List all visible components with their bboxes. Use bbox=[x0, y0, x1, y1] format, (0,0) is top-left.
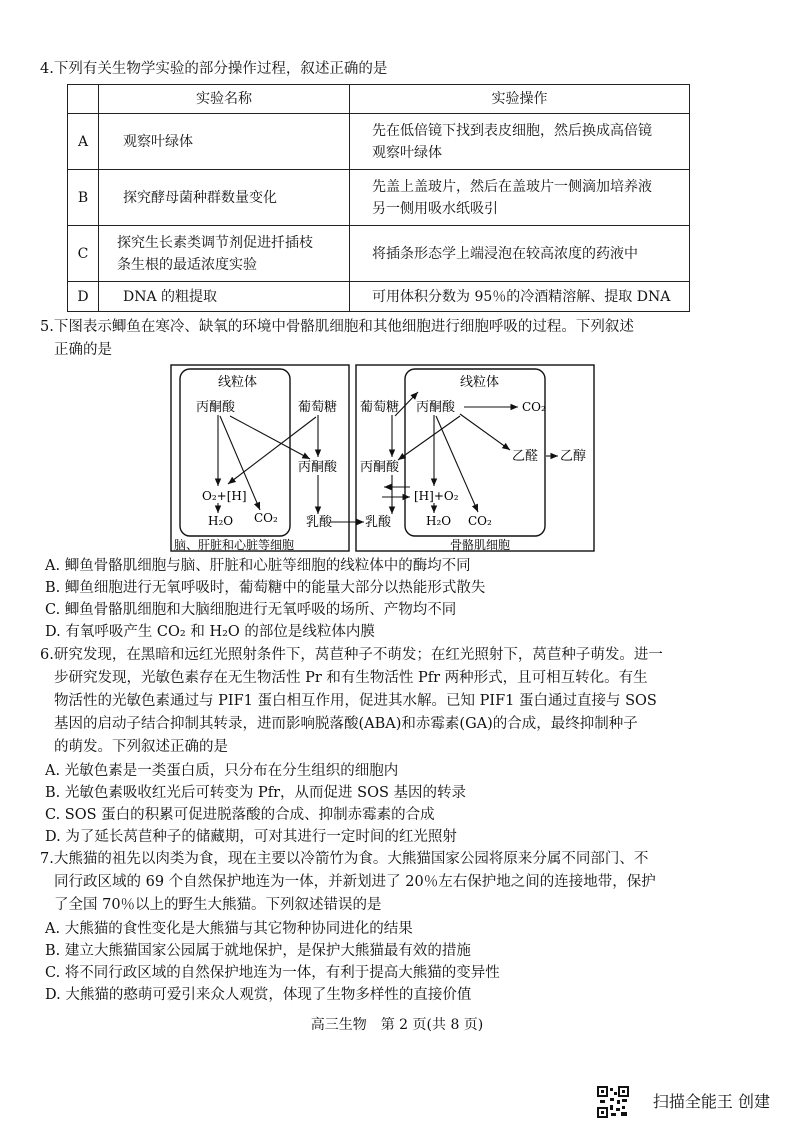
q6-option-d: D. 为了延长莴苣种子的储藏期，可对其进行一定时间的红光照射 bbox=[45, 829, 457, 845]
left-glucose: 葡萄糖 bbox=[298, 400, 338, 415]
left-lactate: 乳酸 bbox=[306, 515, 333, 530]
table-row: B 探究酵母菌种群数量变化 先盖上盖玻片，然后在盖玻片一侧滴加培养液 另一侧用吸水纸吸引 bbox=[68, 170, 690, 226]
right-acetaldehyde: 乙醛 bbox=[512, 449, 539, 464]
q7-option-c: C. 将不同行政区域的自然保护地连为一体，有利于提高大熊猫的变异性 bbox=[45, 965, 500, 981]
left-pyruvate: 丙酮酸 bbox=[196, 400, 236, 415]
q4-stem: 4.下列有关生物学实验的部分操作过程，叙述正确的是 bbox=[40, 61, 388, 77]
qr-code-icon bbox=[597, 1086, 629, 1118]
scanner-watermark: 扫描全能王 创建 bbox=[652, 1092, 770, 1111]
q6-option-c: C. SOS 蛋白的积累可促进脱落酸的合成、抑制赤霉素的合成 bbox=[45, 807, 435, 823]
table-row: D DNA 的粗提取 可用体积分数为 95％的冷酒精溶解、提取 DNA bbox=[68, 282, 690, 312]
respiration-diagram bbox=[170, 364, 605, 554]
q5-option-d: D. 有氧呼吸产生 CO₂ 和 H₂O 的部位是线粒体内膜 bbox=[45, 624, 375, 640]
left-o2h: O₂+[H] bbox=[202, 489, 247, 503]
table-row: C 探究生长素类调节剂促进扦插枝 条生根的最适浓度实验 将插条形态学上端浸泡在较高浓度的药液中 bbox=[68, 226, 690, 282]
right-co2-top: CO₂ bbox=[522, 400, 546, 414]
right-lactate: 乳酸 bbox=[365, 515, 392, 530]
q5-option-a: A. 鲫鱼骨骼肌细胞与脑、肝脏和心脏等细胞的线粒体中的酶均不同 bbox=[45, 558, 471, 574]
left-mito-label: 线粒体 bbox=[218, 375, 258, 390]
left-cells-label: 脑、肝脏和心脏等细胞 bbox=[174, 538, 295, 552]
right-co2: CO₂ bbox=[468, 514, 492, 528]
q5-stem: 5.下图表示鲫鱼在寒冷、缺氧的环境中骨骼肌细胞和其他细胞进行细胞呼吸的过程。下列叙述 正确的是 bbox=[40, 319, 634, 358]
q7-stem: 7.大熊猫的祖先以肉类为食，现在主要以冷箭竹为食。大熊猫国家公园将原来分属不同部门、不 同行政区域的 69 个自然保护地连为一体，并新划进了 20％左右保护地之间的连接地带，保护 了全国 70％以上的野生大熊猫。下列叙述错误的是 bbox=[40, 851, 656, 913]
q6-stem: 6.研究发现，在黑暗和远红光照射条件下，莴苣种子不萌发；在红光照射下，莴苣种子萌发。进一 步研究发现，光敏色素存在无生物活性 Pr 和有生物活性 Pfr 两种形式，且可相互转化。有生 物活性的光敏色素通过与 PIF1 蛋白相互作用，促进其水解。已知 PIF1 蛋白通过直接与 SOS 基因的启动子结合抑制其转录，进而影响脱落酸(ABA)和赤霉素(GA)的合成，最终抑制种子 的萌发。下列叙述正确的是 bbox=[40, 647, 663, 755]
right-pyruvate: 丙酮酸 bbox=[416, 400, 456, 415]
left-h2o: H₂O bbox=[208, 514, 234, 528]
page-footer: 高三生物 第 2 页(共 8 页) bbox=[310, 1017, 484, 1033]
left-co2: CO₂ bbox=[254, 511, 278, 525]
right-cells-label: 骨骼肌细胞 bbox=[450, 538, 511, 552]
right-glucose: 葡萄糖 bbox=[360, 400, 400, 415]
q7-option-d: D. 大熊猫的憨萌可爱引来众人观赏，体现了生物多样性的直接价值 bbox=[45, 987, 472, 1003]
left-pyruvate-out: 丙酮酸 bbox=[298, 460, 338, 475]
right-pyruvate-out: 丙酮酸 bbox=[360, 460, 400, 475]
q6-option-b: B. 光敏色素吸收红光后可转变为 Pfr，从而促进 SOS 基因的转录 bbox=[45, 785, 467, 801]
col-header-name: 实验名称 bbox=[99, 85, 350, 114]
q7-option-b: B. 建立大熊猫国家公园属于就地保护，是保护大熊猫最有效的措施 bbox=[45, 943, 471, 959]
q5-option-b: B. 鲫鱼细胞进行无氧呼吸时，葡萄糖中的能量大部分以热能形式散失 bbox=[45, 580, 486, 596]
table-row: A 观察叶绿体 先在低倍镜下找到表皮细胞，然后换成高倍镜 观察叶绿体 bbox=[68, 114, 690, 170]
q7-option-a: A. 大熊猫的食性变化是大熊猫与其它物种协同进化的结果 bbox=[45, 921, 413, 937]
col-header-op: 实验操作 bbox=[350, 85, 690, 114]
right-mito-label: 线粒体 bbox=[460, 375, 500, 390]
experiment-table bbox=[67, 84, 690, 312]
right-ho2: [H]+O₂ bbox=[414, 489, 459, 503]
table-header-row bbox=[68, 85, 690, 114]
right-h2o: H₂O bbox=[426, 514, 452, 528]
q5-option-c: C. 鲫鱼骨骼肌细胞和大脑细胞进行无氧呼吸的场所、产物均不同 bbox=[45, 602, 457, 618]
right-ethanol: 乙醇 bbox=[560, 449, 587, 464]
q6-option-a: A. 光敏色素是一类蛋白质，只分布在分生组织的细胞内 bbox=[45, 763, 399, 779]
